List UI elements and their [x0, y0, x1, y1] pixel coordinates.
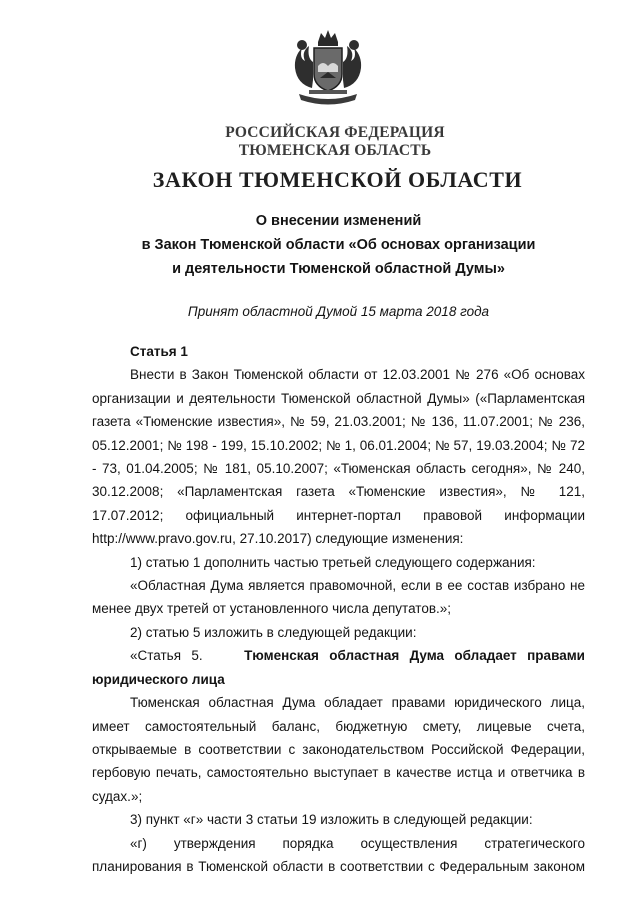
- item-2-prefix: «Статья 5.: [130, 648, 203, 664]
- subject-line-2: в Закон Тюменской области «Об основах организации: [141, 237, 536, 253]
- item-1-text: «Областная Дума является правомочной, если в ее состав избрано не менее двух третей от установленного числа депутатов.»;: [92, 578, 585, 617]
- article-intro: Внести в Закон Тюменской области от 12.03.2001 № 276 «Об основах организации и деятельности Тюменской областной Думы» («Парламентская газета «Тюменские известия», № 59, 21.03.2001; № 136, 11.07.2001; № 236, 05.12.2001; № 198 - 199, 15.10.2002; № 1, 06.01.2004; № 57, 19.03.2004; № 72 - 73, 01.04.2005; № 181, 05.10.2007; «Тюменская область сегодня», № 240, 30.12.2008; «Парламентская газета «Тюменские известия», № 121, 17.07.2012; официальный интернет-портал правовой информации http://www.pravo.gov.ru, 27.10.2017) следующие изменения:: [92, 367, 585, 547]
- adoption-note: Принят областной Думой 15 марта 2018 года: [187, 304, 490, 319]
- region-heading: ТЮМЕНСКАЯ ОБЛАСТЬ: [238, 142, 432, 159]
- law-subject: [92, 209, 585, 281]
- article-heading: Статья 1: [130, 344, 188, 359]
- item-2-heading-text: Тюменская областная Дума обладает правами юридического лица: [92, 648, 585, 687]
- coat-of-arms-icon: [285, 28, 371, 110]
- item-1: 1) статью 1 дополнить частью третьей следующего содержания:: [130, 554, 536, 570]
- item-3-text: «г) утверждения порядка осуществления стратегического планирования в Тюменской области в соответствии с Федеральным законом: [92, 835, 585, 874]
- document-title: ЗАКОН ТЮМЕНСКОЙ ОБЛАСТИ: [152, 167, 523, 192]
- subject-line-3: и деятельности Тюменской областной Думы»: [172, 261, 505, 277]
- subject-line-1: О внесении изменений: [255, 213, 422, 229]
- item-2-heading: [92, 644, 585, 691]
- document-body: [92, 340, 585, 878]
- item-2: 2) статью 5 изложить в следующей редакции:: [130, 624, 417, 640]
- country-heading: РОССИЙСКАЯ ФЕДЕРАЦИЯ: [225, 124, 445, 141]
- item-2-text: Тюменская областная Дума обладает правами юридического лица, имеет самостоятельный баланс, бюджетную смету, лицевые счета, открываемые в соответствии с законодательством Российской Федерации, гербовую печать, самостоятельно выступает в качестве истца и ответчика в судах.»;: [92, 695, 585, 804]
- item-3: 3) пункт «г» части 3 статьи 19 изложить в следующей редакции:: [130, 812, 533, 828]
